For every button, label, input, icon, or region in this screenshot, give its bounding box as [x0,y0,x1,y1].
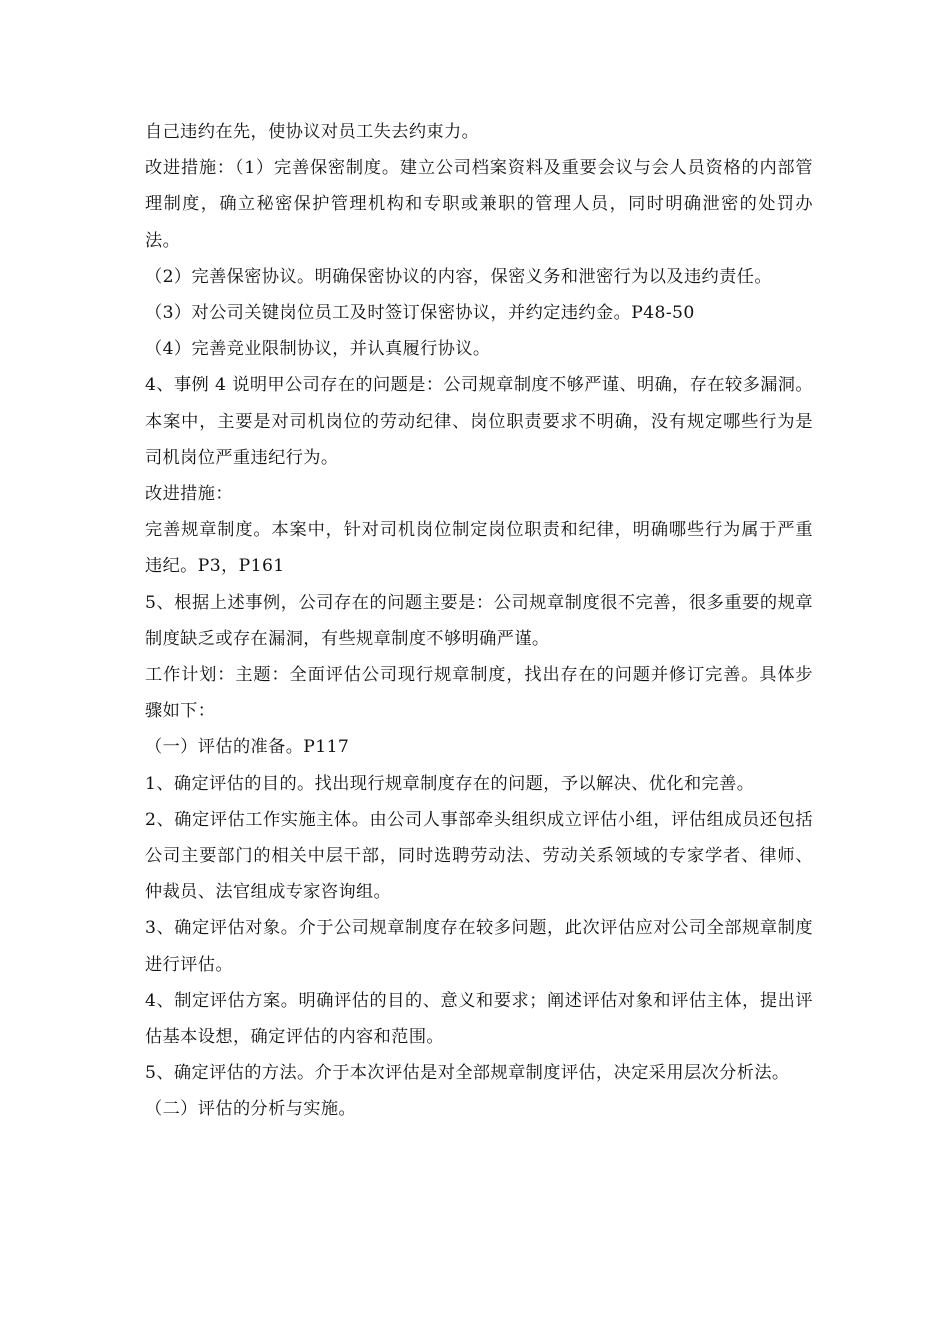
list-item-5: 5、确定评估的方法。介于本次评估是对全部规章制度评估，决定采用层次分析法。 [145,1063,790,1084]
paragraph-improvement-3: （3）对公司关键岗位员工及时签订保密协议，并约定违约金。P48-50 [145,303,695,324]
paragraph-work-plan: 工作计划：主题：全面评估公司现行规章制度，找出存在的问题并修订完善。具体步骤如下： [145,665,813,722]
paragraph-case-5: 5、根据上述事例，公司存在的问题主要是：公司规章制度很不完善，很多重要的规章制度缺乏或存在漏洞，有些规章制度不够明确严谨。 [145,592,813,649]
paragraph-improvement-2: （2）完善保密协议。明确保密协议的内容，保密义务和泄密行为以及违约责任。 [145,266,772,287]
list-item-4: 4、制定评估方案。明确评估的目的、意义和要求；阐述评估对象和评估主体，提出评估基本设想，确定评估的内容和范围。 [145,990,813,1048]
section-heading-preparation: （一）评估的准备。P117 [145,737,350,758]
list-item-2: 2、确定评估工作实施主体。由公司人事部牵头组织成立评估小组，评估组成员还包括公司主要部门的相关中层干部，同时选聘劳动法、劳动关系领域的专家学者、律师、仲裁员、法官组成专家咨询组。 [145,809,813,903]
paragraph-case-4: 4、事例 4 说明甲公司存在的问题是：公司规章制度不够严谨、明确，存在较多漏洞。本案中，主要是对司机岗位的劳动纪律、岗位职责要求不明确，没有规定哪些行为是司机岗位严重违纪行为。 [145,375,813,468]
paragraph-improvement-1: 改进措施：（1）完善保密制度。建立公司档案资料及重要会议与会人员资格的内部管理制度，确立秘密保护管理机构和专职或兼职的管理人员，同时明确泄密的处罚办法。 [145,158,813,251]
section-heading-analysis: （二）评估的分析与实施。 [145,1099,357,1120]
list-item-3: 3、确定评估对象。介于公司规章制度存在较多问题，此次评估应对公司全部规章制度进行评估。 [145,918,813,975]
list-item-1: 1、确定评估的目的。找出现行规章制度存在的问题，予以解决、优化和完善。 [145,773,755,794]
paragraph-improve-rules: 完善规章制度。本案中，针对司机岗位制定岗位职责和纪律，明确哪些行为属于严重违纪。P3，P161 [145,520,813,577]
paragraph-improvement-4: （4）完善竞业限制协议，并认真履行协议。 [145,339,491,360]
document-body [145,114,813,1128]
paragraph-improvement-heading: 改进措施： [145,484,233,505]
paragraph-continuation: 自己违约在先，使协议对员工失去约束力。 [145,122,480,142]
